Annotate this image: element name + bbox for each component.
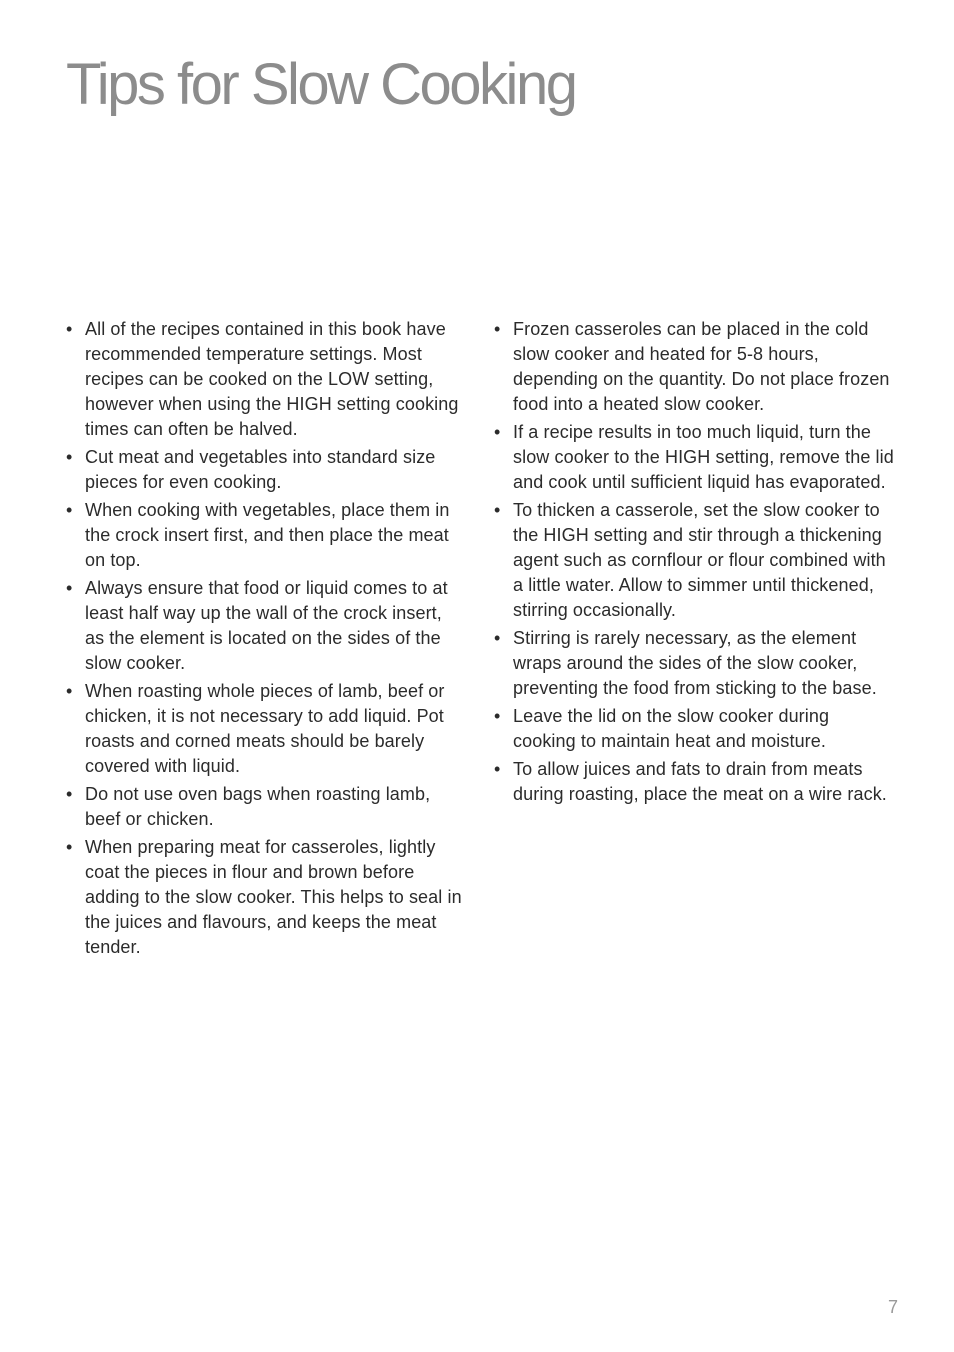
bullet-icon: • xyxy=(66,578,73,598)
tip-item xyxy=(494,498,894,623)
tip-item xyxy=(494,317,894,417)
tip-item xyxy=(494,757,894,807)
tip-item xyxy=(66,679,466,779)
bullet-icon: • xyxy=(494,706,501,726)
tips-list-left xyxy=(66,317,466,963)
bullet-icon: • xyxy=(66,319,73,339)
tip-text: To allow juices and fats to drain from meats during roasting, place the meat on a wire rack. xyxy=(513,759,887,804)
bullet-icon: • xyxy=(66,784,73,804)
tip-item xyxy=(66,835,466,960)
tip-item xyxy=(66,498,466,573)
tip-text: Frozen casseroles can be placed in the cold slow cooker and heated for 5-8 hours, depending on the quantity. Do not place frozen food into a heated slow cooker. xyxy=(513,319,890,414)
bullet-icon: • xyxy=(494,500,501,520)
tip-text: Do not use oven bags when roasting lamb, beef or chicken. xyxy=(85,784,431,829)
tip-item xyxy=(66,782,466,832)
tip-text: When roasting whole pieces of lamb, beef or chicken, it is not necessary to add liquid. Pot roasts and corned meats should be barely covered with liquid. xyxy=(85,681,445,776)
page-title: Tips for Slow Cooking xyxy=(66,52,576,117)
bullet-icon: • xyxy=(66,681,73,701)
tip-text: If a recipe results in too much liquid, turn the slow cooker to the HIGH setting, remove the lid and cook until sufficient liquid has evaporated. xyxy=(513,422,894,492)
bullet-icon: • xyxy=(494,628,501,648)
tip-text: Stirring is rarely necessary, as the element wraps around the sides of the slow cooker, preventing the food from sticking to the base. xyxy=(513,628,877,698)
bullet-icon: • xyxy=(494,422,501,442)
bullet-icon: • xyxy=(66,500,73,520)
tip-text: When cooking with vegetables, place them in the crock insert first, and then place the meat on top. xyxy=(85,500,450,570)
tip-text: Always ensure that food or liquid comes to at least half way up the wall of the crock insert, as the element is located on the sides of the slow cooker. xyxy=(85,578,448,673)
tip-item xyxy=(66,445,466,495)
bullet-icon: • xyxy=(66,447,73,467)
tip-item xyxy=(494,704,894,754)
tip-text: All of the recipes contained in this book have recommended temperature settings. Most recipes can be cooked on the LOW setting, however when using the HIGH setting cooking times can often be halved. xyxy=(85,319,459,439)
tip-item xyxy=(494,420,894,495)
tip-text: Leave the lid on the slow cooker during cooking to maintain heat and moisture. xyxy=(513,706,830,751)
page-number: 7 xyxy=(888,1297,899,1317)
tip-item xyxy=(494,626,894,701)
tip-text: Cut meat and vegetables into standard size pieces for even cooking. xyxy=(85,447,436,492)
tip-text: To thicken a casserole, set the slow cooker to the HIGH setting and stir through a thickening agent such as cornflour or flour combined with a little water. Allow to simmer until thickened, stirring occasionally. xyxy=(513,500,886,620)
tip-item xyxy=(66,317,466,442)
bullet-icon: • xyxy=(494,319,501,339)
tip-text: When preparing meat for casseroles, lightly coat the pieces in flour and brown before adding to the slow cooker. This helps to seal in the juices and flavours, and keeps the meat tender. xyxy=(85,837,462,957)
tips-list-right xyxy=(494,317,894,810)
bullet-icon: • xyxy=(494,759,501,779)
bullet-icon: • xyxy=(66,837,73,857)
tip-item xyxy=(66,576,466,676)
